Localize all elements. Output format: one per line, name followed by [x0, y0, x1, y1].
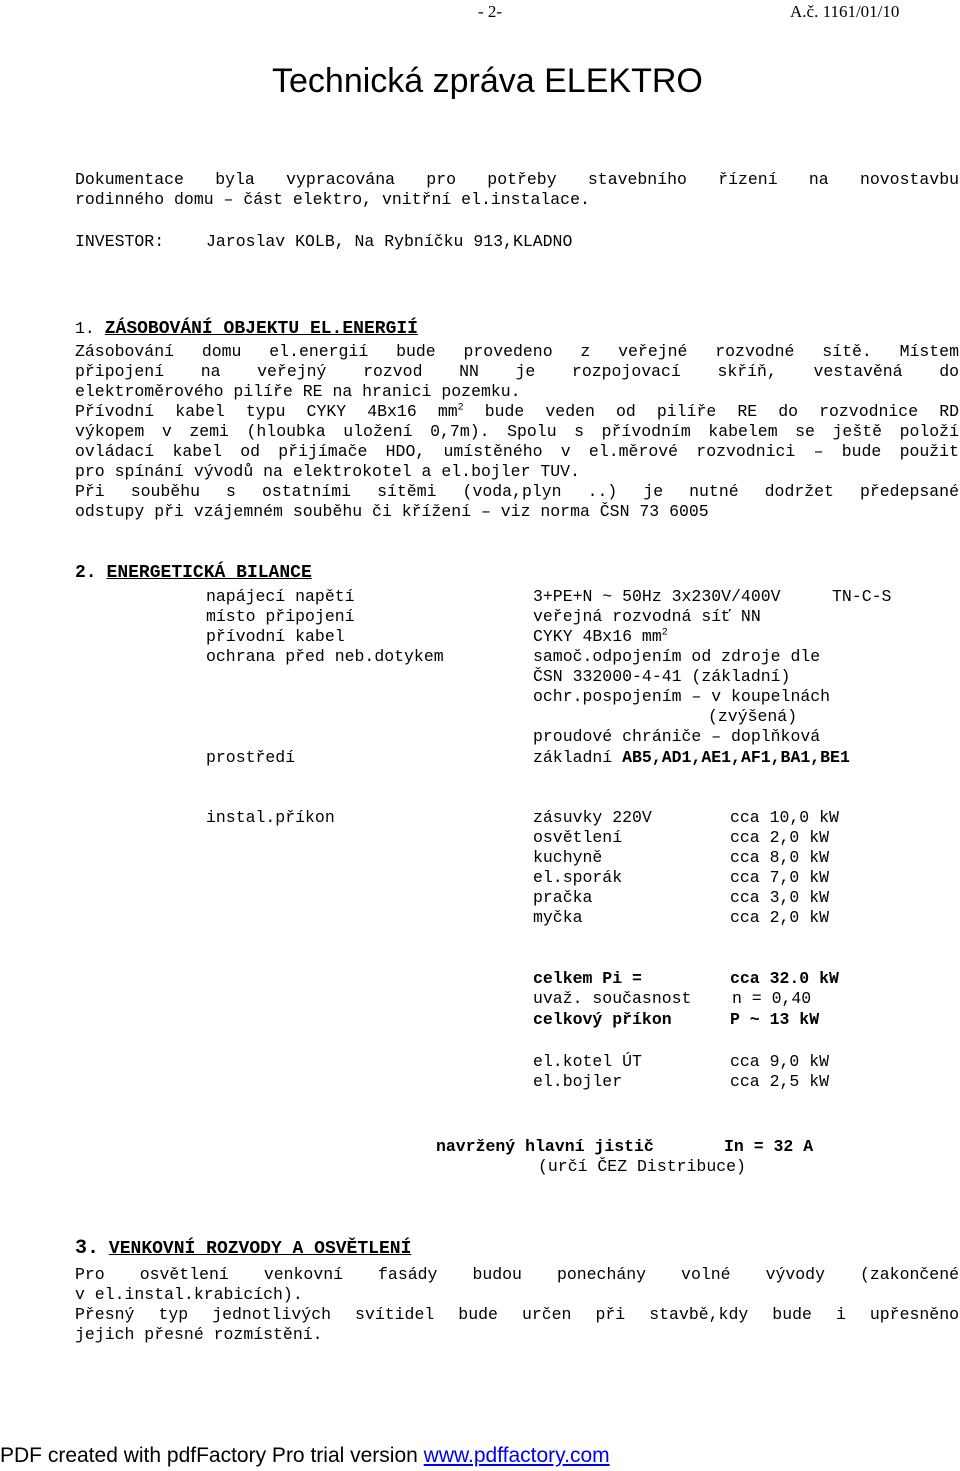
installed-power-label: instal.příkon — [206, 808, 335, 827]
environment-prefix: základní — [533, 748, 623, 767]
load-value: cca 10,0 kW — [730, 808, 839, 827]
section-2-title: ENERGETICKÁ BILANCE — [106, 563, 312, 583]
simultaneity-value: n = 0,40 — [732, 989, 812, 1008]
section-1-title: ZÁSOBOVÁNÍ OBJEKTU EL.ENERGIÍ — [104, 319, 418, 339]
total-power-value: P ~ 13 kW — [730, 1010, 820, 1029]
intro-line-1: Dokumentace byla vypracována pro potřeby stavebního řízení na novostavbu — [75, 170, 959, 189]
section-3-title: VENKOVNÍ ROZVODY A OSVĚTLENÍ — [108, 1239, 412, 1259]
section-1-line-7: pro spínání vývodů na elektrokotel a el.bojler TUV. — [75, 462, 580, 481]
intro-line-2: rodinného domu – část elektro, vnitřní el.instalace. — [75, 190, 590, 209]
load-name: pračka — [533, 888, 593, 907]
total-label: celkem Pi = — [533, 969, 642, 988]
supply-voltage-label: napájecí napětí — [206, 587, 355, 606]
section-3-line-4: jejich přesné rozmístění. — [75, 1325, 323, 1344]
section-1-line-5: výkopem v zemi (hloubka uložení 0,7m). Spolu s přívodním kabelem se ještě položí — [75, 422, 959, 441]
protection-line-4: (zvýšená) — [708, 707, 798, 726]
supply-voltage-value: 3+PE+N ~ 50Hz 3x230V/400V — [533, 587, 781, 606]
investor-value: Jaroslav KOLB, Na Rybníčku 913,KLADNO — [206, 232, 573, 251]
section-1-line-3: elektroměrového pilíře RE na hranici pozemku. — [75, 382, 521, 401]
load-value: cca 8,0 kW — [730, 848, 830, 867]
total-value: cca 32.0 kW — [730, 969, 839, 988]
load-name: myčka — [533, 908, 583, 927]
section-1-line-2: připojení na veřejný rozvod NN je rozpojovací skříň, vestavěná do — [75, 362, 959, 381]
supply-cable-superscript: 2 — [661, 627, 668, 639]
protection-line-2: ČSN 332000-4-41 (základní) — [533, 667, 791, 686]
document-reference: A.č. 1161/01/10 — [790, 2, 900, 21]
page-title: Technická zpráva ELEKTRO — [272, 62, 703, 100]
load-value: cca 2,0 kW — [730, 828, 830, 847]
section-1-cable-line — [75, 402, 959, 422]
load-value: cca 2,0 kW — [730, 908, 830, 927]
section-3-line-1: Pro osvětlení venkovní fasády budou ponechány volné vývody (zakončené — [75, 1265, 959, 1284]
load-name: el.sporák — [533, 868, 623, 887]
main-breaker-note: (určí ČEZ Distribuce) — [538, 1157, 746, 1176]
load-name: osvětlení — [533, 828, 623, 847]
section-3-line-2: v el.instal.krabicích). — [75, 1285, 303, 1304]
footer-text: PDF created with pdfFactory Pro trial version — [0, 1444, 424, 1467]
investor-label: INVESTOR: — [75, 232, 165, 251]
main-breaker-value: In = 32 A — [724, 1137, 814, 1156]
load-name: kuchyně — [533, 848, 603, 867]
supply-cable-value — [533, 627, 668, 647]
section-3-heading — [75, 1239, 411, 1259]
extra-load-name: el.bojler — [533, 1072, 623, 1091]
load-name: zásuvky 220V — [533, 808, 652, 827]
environment-value — [533, 748, 850, 768]
cable-text-a: Přívodní kabel typu CYKY 4Bx16 mm — [75, 402, 458, 421]
section-3-line-3: Přesný typ jednotlivých svítidel bude určen při stavbě,kdy bude i upřesněno — [75, 1305, 959, 1324]
section-1-line-1: Zásobování domu el.energií bude provedeno z veřejné rozvodné sítě. Místem — [75, 342, 959, 361]
cable-superscript: 2 — [457, 402, 464, 414]
environment-label: prostředí — [206, 748, 296, 767]
supply-cable-text: CYKY 4Bx16 mm — [533, 627, 662, 646]
pdffactory-link[interactable]: www.pdffactory.com — [423, 1444, 610, 1467]
network-system: TN-C-S — [832, 587, 892, 606]
connection-point-value: veřejná rozvodná síť NN — [533, 607, 761, 626]
section-1-heading — [75, 319, 418, 339]
pdf-footer — [0, 1444, 610, 1468]
environment-codes: AB5,AD1,AE1,AF1,BA1,BE1 — [622, 748, 850, 767]
protection-line-5: proudové chrániče – doplňková — [533, 727, 821, 746]
section-1-line-8: Při souběhu s ostatními sítěmi (voda,plyn ..) je nutné dodržet předepsané — [75, 482, 959, 501]
protection-line-1: samoč.odpojením od zdroje dle — [533, 647, 821, 666]
load-value: cca 3,0 kW — [730, 888, 830, 907]
extra-load-value: cca 9,0 kW — [730, 1052, 830, 1071]
main-breaker-label: navržený hlavní jistič — [436, 1137, 654, 1156]
cable-text-b: bude veden od pilíře RE do rozvodnice RD — [463, 402, 959, 421]
section-2-heading — [75, 563, 312, 583]
extra-load-name: el.kotel ÚT — [533, 1052, 642, 1071]
extra-load-value: cca 2,5 kW — [730, 1072, 830, 1091]
page-number: - 2- — [478, 2, 503, 21]
section-1-line-6: ovládací kabel od přijímače HDO, umístěného v el.měrové rozvodnici – bude použit — [75, 442, 959, 461]
protection-line-3: ochr.pospojením – v koupelnách — [533, 687, 831, 706]
section-3-number: 3. — [75, 1237, 100, 1260]
supply-cable-label: přívodní kabel — [206, 627, 345, 646]
section-1-number: 1. — [75, 319, 95, 338]
section-2-number: 2. — [75, 563, 97, 583]
total-power-label: celkový příkon — [533, 1010, 672, 1029]
load-value: cca 7,0 kW — [730, 868, 830, 887]
connection-point-label: místo připojení — [206, 607, 355, 626]
section-1-line-9: odstupy při vzájemném souběhu či křížení – viz norma ČSN 73 6005 — [75, 502, 709, 521]
protection-label: ochrana před neb.dotykem — [206, 647, 444, 666]
simultaneity-label: uvaž. současnost — [533, 989, 692, 1008]
